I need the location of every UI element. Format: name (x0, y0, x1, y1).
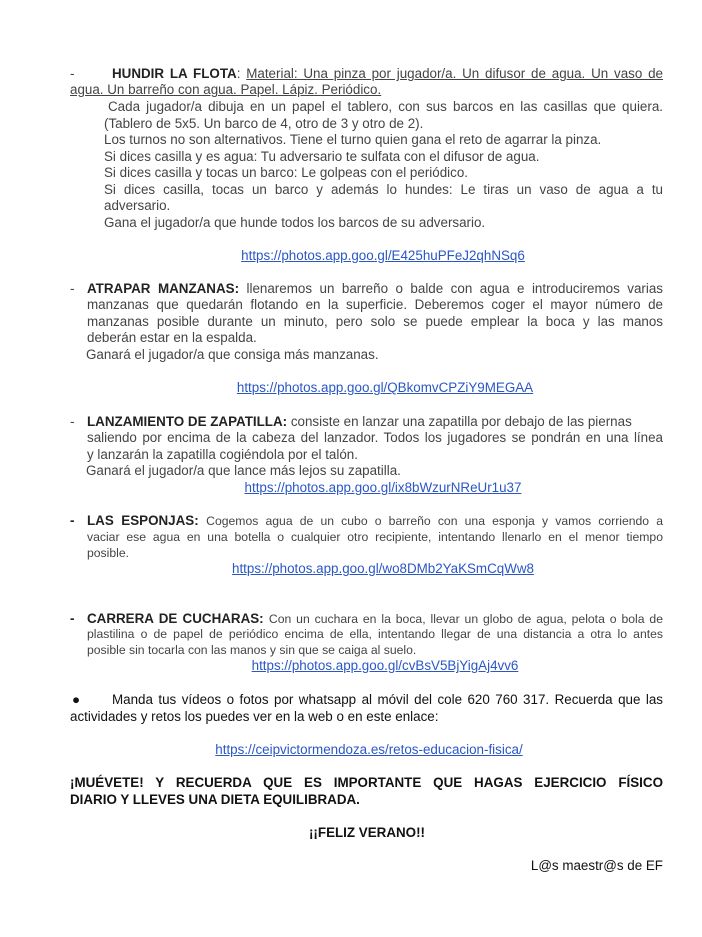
esponjas-link[interactable]: https://photos.app.goo.gl/wo8DMb2YaKSmCqWw8 (232, 561, 534, 576)
hundir-p6: Gana el jugador/a que hunde todos los barcos de su adversario. (104, 215, 486, 230)
manzanas-line1: llenaremos un barreño o balde con agua e introduciremos varias (246, 281, 663, 296)
hundir-material-line2: agua. Un barreño con agua. Papel. Lápiz. Periódico. (70, 82, 382, 97)
zapatilla-line3: y lanzarán la zapatilla cogiéndola por el talón. (87, 447, 358, 462)
esponjas-line2: vaciar ese agua en una botella o cualquier otro recipiente, intentando llenarlo en el menor tiempo (87, 530, 663, 544)
manzanas-link[interactable]: https://photos.app.goo.gl/QBkomvCPZiY9MEGAA (236, 380, 534, 395)
hundir-colon: : (236, 66, 241, 81)
cucharas-link[interactable]: https://photos.app.goo.gl/cvBsV5BjYigAj4vv6 (251, 658, 519, 673)
manzanas-dash: - (70, 281, 75, 296)
esponjas-title: LAS ESPONJAS: (87, 513, 199, 528)
zapatilla-line1-wrap (87, 414, 663, 431)
hundir-p1-line2: (Tablero de 5x5. Un barco de 4, otro de 3 y otro de 2). (104, 116, 424, 131)
cucharas-title: CARRERA DE CUCHARAS: (87, 611, 264, 626)
muevete-line2: DIARIO Y LLEVES UNA DIETA EQUILIBRADA. (70, 792, 360, 807)
zapatilla-dash: - (70, 414, 75, 429)
signature: L@s maestr@s de EF (530, 858, 663, 873)
hundir-heading-line (112, 66, 663, 83)
hundir-p5-line2: adversario. (104, 198, 171, 213)
esponjas-dash: - (70, 513, 75, 528)
cucharas-dash: - (70, 611, 75, 626)
hundir-dash: - (70, 66, 75, 81)
hundir-p1-line1: Cada jugador/a dibuja en un papel el tablero, con sus barcos en las casillas que quiera. (108, 99, 663, 114)
muevete-line1: ¡MUÉVETE! Y RECUERDA QUE ES IMPORTANTE QUE HAGAS EJERCICIO FÍSICO (70, 775, 663, 790)
zapatilla-link[interactable]: https://photos.app.goo.gl/ix8bWzurNReUr1u37 (244, 480, 522, 495)
esponjas-line1: Cogemos agua de un cubo o barreño con una esponja y vamos corriendo a (206, 514, 664, 528)
hundir-p2: Los turnos no son alternativos. Tiene el turno quien gana el reto de agarrar la pinza. (104, 132, 602, 147)
zapatilla-title: LANZAMIENTO DE ZAPATILLA: (87, 414, 288, 429)
zapatilla-line1: consiste en lanzar una zapatilla por debajo de las piernas (290, 414, 632, 429)
esponjas-line3: posible. (87, 546, 130, 560)
hundir-title: HUNDIR LA FLOTA (112, 66, 237, 81)
hundir-p3: Si dices casilla y es agua: Tu adversario te sulfata con el difusor de agua. (104, 149, 540, 164)
zapatilla-winner: Ganará el jugador/a que lance más lejos su zapatilla. (86, 463, 401, 478)
manzanas-title: ATRAPAR MANZANAS: (87, 281, 240, 296)
cucharas-line1: Con un cuchara en la boca, llevar un globo de agua, pelota o bola de (268, 612, 663, 626)
cucharas-line2: plastilina o de papel de periódico encima de ella, intentando llegar de una distancia a otra lo antes (87, 627, 663, 641)
zapatilla-line2: saliendo por encima de la cabeza del lanzador. Todos los jugadores se pondrán en una línea (87, 430, 663, 445)
cucharas-line3: posible sin tocarla con las manos y sin que se caiga al suelo. (87, 643, 417, 657)
hundir-material-line1: Material: Una pinza por jugador/a. Un difusor de agua. Un vaso de (246, 66, 663, 81)
manzanas-line2: manzanas que quedarán flotando en la superficie. Deberemos coger el mayor número de (87, 297, 663, 312)
feliz-verano: ¡¡FELIZ VERANO!! (308, 825, 426, 840)
hundir-link[interactable]: https://photos.app.goo.gl/E425huPFeJ2qhNSq6 (241, 248, 525, 263)
manzanas-line3: manzanas posible durante un minuto, pero solo se puede emplear la boca y las manos (87, 314, 663, 329)
manda-line2: actividades y retos los puedes ver en la web o en este enlace: (70, 709, 439, 724)
cucharas-line1-wrap (87, 611, 663, 628)
manda-line1: Manda tus vídeos o fotos por whatsapp al móvil del cole 620 760 317. Recuerda que las (112, 692, 663, 707)
esponjas-line1-wrap (87, 513, 663, 530)
manzanas-winner: Ganará el jugador/a que consiga más manzanas. (86, 347, 379, 362)
hundir-p5-line1: Si dices casilla, tocas un barco y además lo hundes: Le tiras un vaso de agua a tu (104, 182, 663, 197)
manda-bullet: ● (72, 692, 81, 707)
manzanas-line4: deberán estar en la espalda. (87, 330, 257, 345)
hundir-p4: Si dices casilla y tocas un barco: Le golpeas con el periódico. (104, 165, 468, 180)
manzanas-line1-wrap (87, 281, 663, 298)
manda-link[interactable]: https://ceipvictormendoza.es/retos-educacion-fisica/ (215, 742, 523, 757)
